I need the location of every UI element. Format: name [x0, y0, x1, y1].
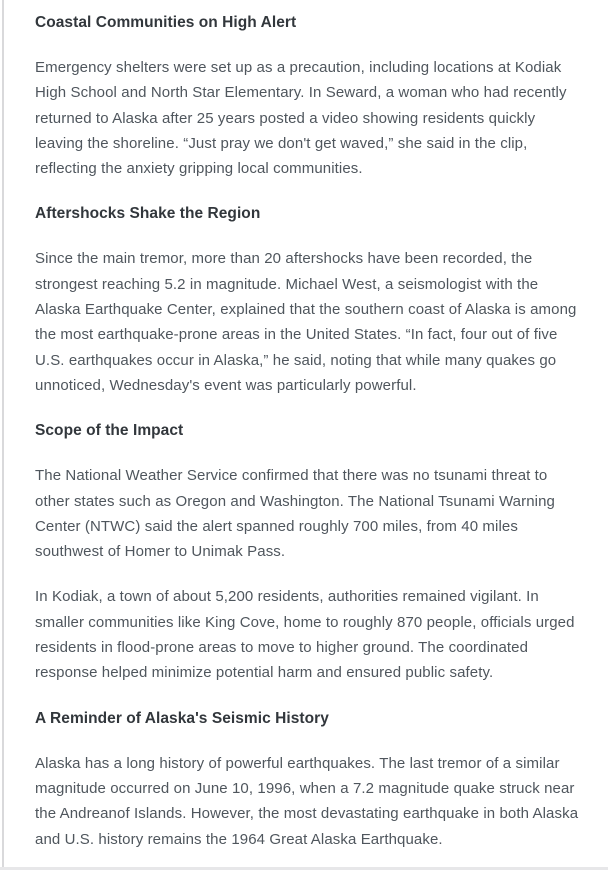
paragraph-line: reflecting the anxiety gripping local communities. [35, 160, 363, 178]
paragraph-line: the Andreanof Islands. However, the most devastating earthquake in both Alaska [35, 805, 579, 823]
paragraph-line: residents in flood-prone areas to move to higher ground. The coordinated [35, 639, 529, 657]
section-heading: Aftershocks Shake the Region [35, 205, 261, 223]
paragraph-line: and U.S. history remains the 1964 Great Alaska Earthquake. [35, 830, 443, 848]
section-heading: A Reminder of Alaska's Seismic History [35, 709, 329, 727]
section-heading: Scope of the Impact [35, 422, 184, 440]
paragraph [35, 584, 580, 685]
paragraph-line: the most earthquake-prone areas in the United States. “In fact, four out of five [35, 326, 558, 344]
paragraph [35, 246, 580, 398]
paragraph-line: The National Weather Service confirmed that there was no tsunami threat to [35, 467, 548, 485]
paragraph-line: Alaska Earthquake Center, explained that the southern coast of Alaska is among [35, 301, 577, 319]
paragraph-line: other states such as Oregon and Washington. The National Tsunami Warning [35, 492, 555, 510]
paragraph-line: Since the main tremor, more than 20 aftershocks have been recorded, the [35, 250, 533, 268]
paragraph [35, 751, 580, 852]
paragraph-line: magnitude occurred on June 10, 1996, when a 7.2 magnitude quake struck near [35, 779, 575, 797]
paragraph-line: High School and North Star Elementary. In Seward, a woman who had recently [35, 84, 567, 102]
paragraph-line: Center (NTWC) said the alert spanned roughly 700 miles, from 40 miles [35, 517, 518, 535]
paragraph [35, 55, 580, 181]
paragraph-line: Alaska has a long history of powerful earthquakes. The last tremor of a similar [35, 754, 560, 772]
paragraph-line: response helped minimize potential harm and ensured public safety. [35, 664, 494, 682]
paragraph-line: smaller communities like King Cove, home to roughly 870 people, officials urged [35, 613, 575, 631]
paragraph-line: southwest of Homer to Unimak Pass. [35, 543, 286, 561]
paragraph-line: Emergency shelters were set up as a precaution, including locations at Kodiak [35, 59, 562, 76]
content-left-border [2, 0, 4, 870]
paragraph-line: unnoticed, Wednesday's event was particularly powerful. [35, 376, 417, 394]
paragraph-line: leaving the shoreline. “Just pray we don't get waved,” she said in the clip, [35, 134, 528, 152]
paragraph [35, 463, 580, 564]
section-heading: Coastal Communities on High Alert [35, 14, 297, 31]
paragraph-line: strongest reaching 5.2 in magnitude. Michael West, a seismologist with the [35, 275, 539, 293]
paragraph-line: returned to Alaska after 25 years posted a video showing residents quickly [35, 109, 536, 127]
paragraph-line: In Kodiak, a town of about 5,200 residents, authorities remained vigilant. In [35, 588, 539, 606]
paragraph-line: U.S. earthquakes occur in Alaska,” he said, noting that while many quakes go [35, 351, 557, 369]
